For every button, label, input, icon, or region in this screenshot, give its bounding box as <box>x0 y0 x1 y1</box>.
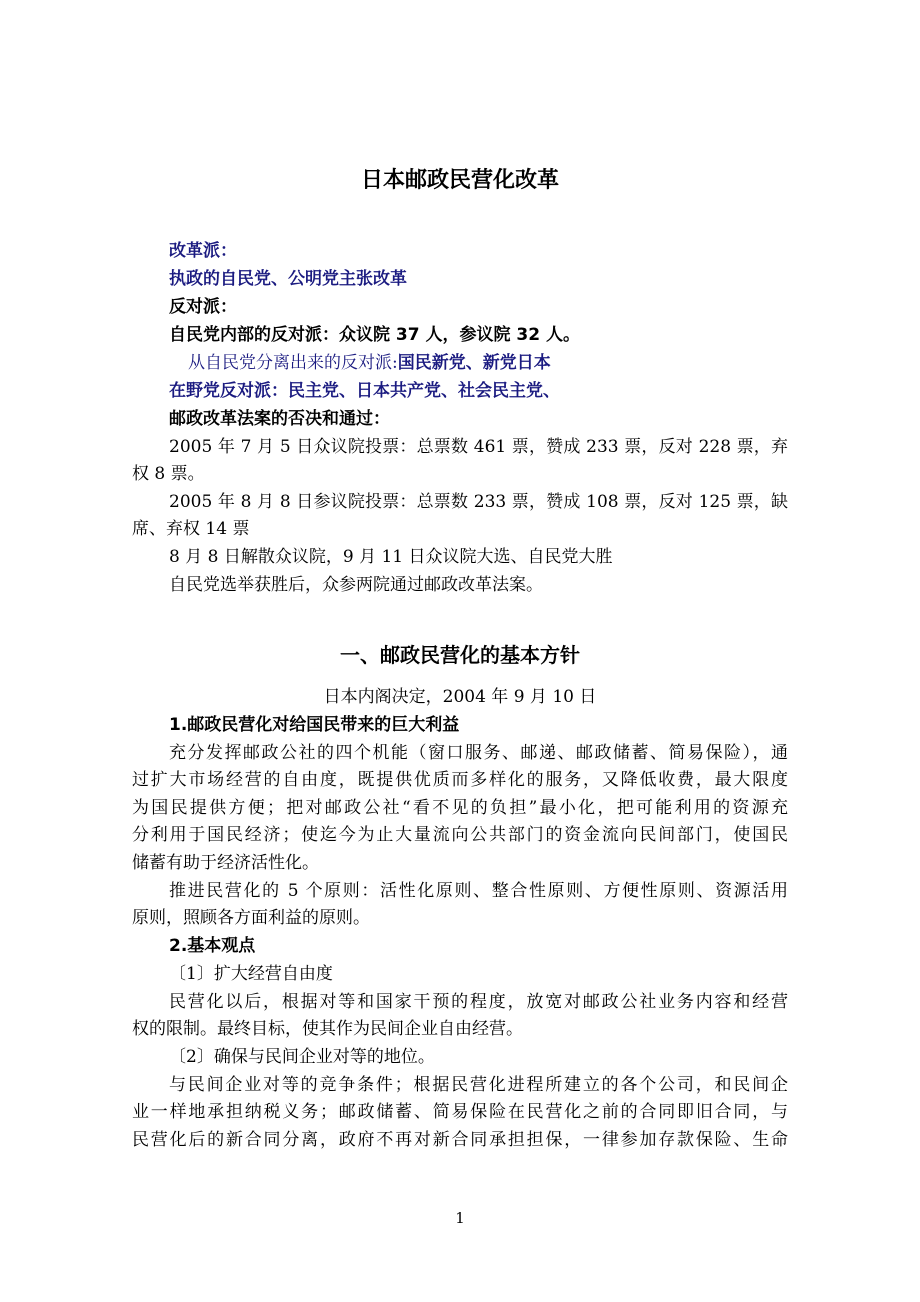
reform-label: 改革派： <box>169 241 237 261</box>
passed-line: 自民党选举获胜后，众参两院通过邮政改革法案。 <box>169 575 543 595</box>
opposition-parties: 在野党反对派：民主党、日本共产党、社会民主党、 <box>169 381 560 401</box>
point2: 〔2〕确保与民间企业对等的地位。 <box>169 1047 435 1067</box>
veto-pass-heading: 邮政改革法案的否决和通过： <box>169 409 390 429</box>
ldp-internal-opposition: 自民党内部的反对派：众议院 37 人，参议院 32 人。 <box>169 325 580 345</box>
p1-line3: 为国民提供方便；把对邮政公社“看不见的负担”最小化，把可能利用的资源充 <box>132 798 788 818</box>
p1-line1: 充分发挥邮政公社的四个机能（窗口服务、邮递、邮政储蓄、简易保险），通 <box>169 743 788 763</box>
p4-line3: 民营化后的新合同分离，政府不再对新合同承担担保，一律参加存款保险、生命 <box>132 1130 788 1150</box>
cabinet-decision: 日本内阁决定，2004 年 9 月 10 日 <box>323 687 597 707</box>
p3-line2: 权的限制。最终目标，使其作为民间企业自由经营。 <box>132 1019 523 1039</box>
section1-heading: 一、邮政民营化的基本方针 <box>340 643 580 667</box>
opposition-label: 反对派： <box>169 297 237 317</box>
sub2-heading: 2.基本观点 <box>169 936 256 956</box>
p3-line1: 民营化以后，根据对等和国家干预的程度，放宽对邮政公社业务内容和经营 <box>169 992 788 1012</box>
dissolve-line: 8 月 8 日解散众议院，9 月 11 日众议院大选、自民党大胜 <box>169 547 613 567</box>
p2-line1: 推进民营化的 5 个原则：活性化原则、整合性原则、方便性原则、资源活用 <box>169 881 788 901</box>
p2-line2: 原则，照顾各方面利益的原则。 <box>132 908 370 928</box>
doc-title: 日本邮政民营化改革 <box>360 168 559 193</box>
p4-line1: 与民间企业对等的竞争条件；根据民营化进程所建立的各个公司，和民间企 <box>169 1075 788 1095</box>
p1-line2: 过扩大市场经营的自由度，既提供优质而多样化的服务，又降低收费，最大限度 <box>132 770 788 790</box>
point1: 〔1〕扩大经营自由度 <box>169 964 333 984</box>
reform-parties: 执政的自民党、公明党主张改革 <box>169 269 407 289</box>
vote2-line1: 2005 年 8 月 8 日参议院投票：总票数 233 票，赞成 108 票，反对 125 票，缺 <box>169 492 788 512</box>
vote1-line1: 2005 年 7 月 5 日众议院投票：总票数 461 票，赞成 233 票，反对 228 票，弃 <box>169 437 788 457</box>
vote1-line2: 权 8 票。 <box>132 464 205 484</box>
vote2-line2: 席、弃权 14 票 <box>132 519 250 539</box>
sub1-heading: 1.邮政民营化对给国民带来的巨大利益 <box>169 715 460 735</box>
split-parties: 国民新党、新党日本 <box>397 353 551 373</box>
p4-line2: 业一样地承担纳税义务；邮政储蓄、简易保险在民营化之前的合同即旧合同，与 <box>132 1102 788 1122</box>
page-number: 1 <box>455 1209 465 1227</box>
p1-line4: 分利用于国民经济；使迄今为止大量流向公共部门的资金流向民间部门，使国民 <box>132 825 788 845</box>
split-prefix: 从自民党分离出来的反对派: <box>188 353 398 373</box>
split-opposition <box>188 350 551 376</box>
p1-line5: 储蓄有助于经济活性化。 <box>132 853 319 873</box>
